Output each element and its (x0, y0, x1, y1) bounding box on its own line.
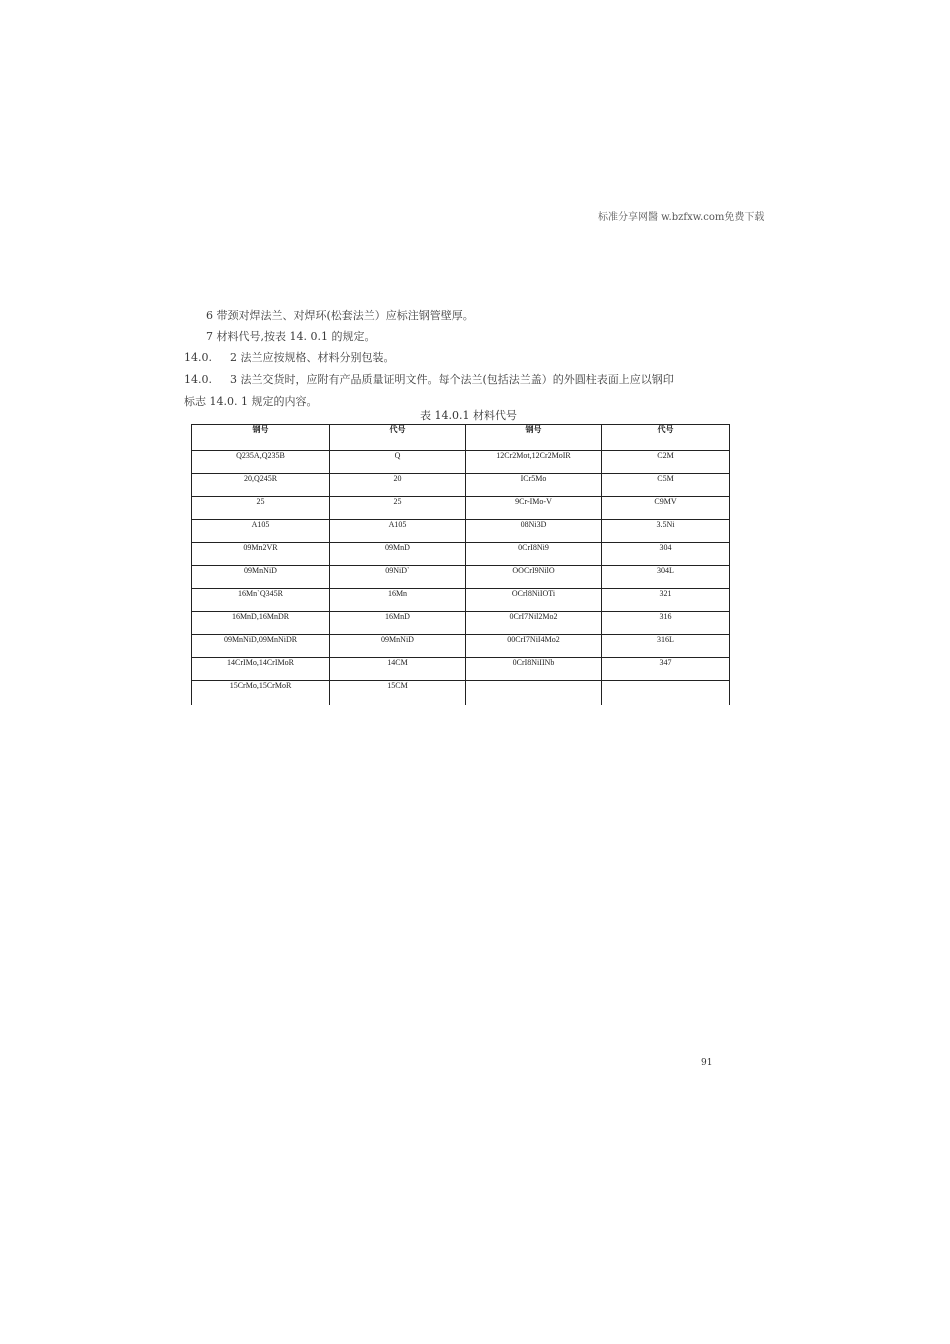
table-cell: 09MnNiD (330, 635, 466, 658)
table-cell: 16MnD,16MnDR (192, 612, 330, 635)
table-row (192, 589, 730, 612)
table-cell: OCrl8NiIOTi (466, 589, 602, 612)
clause-number: 14.0. (184, 373, 212, 386)
table-header-row (192, 425, 730, 451)
table-row (192, 520, 730, 543)
table-cell: 0CrI8Ni9 (466, 543, 602, 566)
table-cell: 09MnNiD,09MnNiDR (192, 635, 330, 658)
table-cell: 16MnD (330, 612, 466, 635)
table-cell: 25 (192, 497, 330, 520)
clause-number: 14.0. (184, 351, 212, 364)
table-cell: C2M (602, 451, 730, 474)
table-cell: Q (330, 451, 466, 474)
table-cell: 16Mn`Q345R (192, 589, 330, 612)
paragraph-7: 7 材料代号,按表 14. 0.1 的规定。 (206, 330, 376, 343)
table-cell: A105 (192, 520, 330, 543)
table-cell: 15CrMo,15CrMoR (192, 681, 330, 706)
table-cell: 304L (602, 566, 730, 589)
table-cell: 14CrIMo,14CrIMoR (192, 658, 330, 681)
clause-text: 2 法兰应按规格、材料分别包装。 (230, 351, 395, 364)
table-cell: 09NiD` (330, 566, 466, 589)
header-code: 代号 (330, 425, 466, 451)
table-cell: 14CM (330, 658, 466, 681)
table-cell: 16Mn (330, 589, 466, 612)
table-cell: 08Ni3D (466, 520, 602, 543)
watermark-header: 标准分享网醫 w.bzfxw.com免费下载 (598, 212, 765, 223)
table-row (192, 635, 730, 658)
table-cell: 9Cr-IMo-V (466, 497, 602, 520)
table-row (192, 451, 730, 474)
table-row (192, 474, 730, 497)
table-cell: 00CrI7NiI4Mo2 (466, 635, 602, 658)
table-caption: 表 14.0.1 材料代号 (420, 409, 517, 422)
table-cell: C9MV (602, 497, 730, 520)
table-cell (602, 681, 730, 706)
table-cell: ICr5Mo (466, 474, 602, 497)
table-cell: 316 (602, 612, 730, 635)
table-cell: 20,Q245R (192, 474, 330, 497)
table-cell: 15CM (330, 681, 466, 706)
header-code: 代号 (602, 425, 730, 451)
table-cell: 321 (602, 589, 730, 612)
table-row (192, 612, 730, 635)
paragraph-continuation: 标志 14.0. 1 规定的内容。 (184, 395, 318, 408)
table-cell: 25 (330, 497, 466, 520)
clause-text: 3 法兰交货时，应附有产品质量证明文件。每个法兰(包括法兰盖）的外圓柱表面上应以钢印 (230, 373, 674, 386)
table-row (192, 566, 730, 589)
table-cell: 09MnNiD (192, 566, 330, 589)
paragraph-14-0-2 (184, 349, 395, 365)
table-cell: Q235A,Q235B (192, 451, 330, 474)
table-row (192, 543, 730, 566)
table-row (192, 681, 730, 706)
header-steel-grade: 钢号 (192, 425, 330, 451)
table-cell: OOCrI9NilO (466, 566, 602, 589)
table-cell: 3.5Ni (602, 520, 730, 543)
table-row (192, 497, 730, 520)
paragraph-14-0-3 (184, 371, 674, 387)
table-cell (466, 681, 602, 706)
page-number: 91 (701, 1058, 713, 1068)
table-cell: C5M (602, 474, 730, 497)
header-steel-grade: 钢号 (466, 425, 602, 451)
table-cell: 304 (602, 543, 730, 566)
table-cell: A105 (330, 520, 466, 543)
table-cell: 20 (330, 474, 466, 497)
table-cell: 347 (602, 658, 730, 681)
table-cell: 09MnD (330, 543, 466, 566)
material-code-table (191, 424, 730, 705)
table-row (192, 658, 730, 681)
paragraph-6: 6 带颈对焊法兰、对焊环(松套法兰）应标注钢管壁厚。 (206, 309, 474, 322)
table-cell: 12Cr2Mot,12Cr2MoIR (466, 451, 602, 474)
table-cell: 0CrI7Nil2Mo2 (466, 612, 602, 635)
table-cell: 316L (602, 635, 730, 658)
table-cell: 0CrI8NiIINb (466, 658, 602, 681)
table-cell: 09Mn2VR (192, 543, 330, 566)
